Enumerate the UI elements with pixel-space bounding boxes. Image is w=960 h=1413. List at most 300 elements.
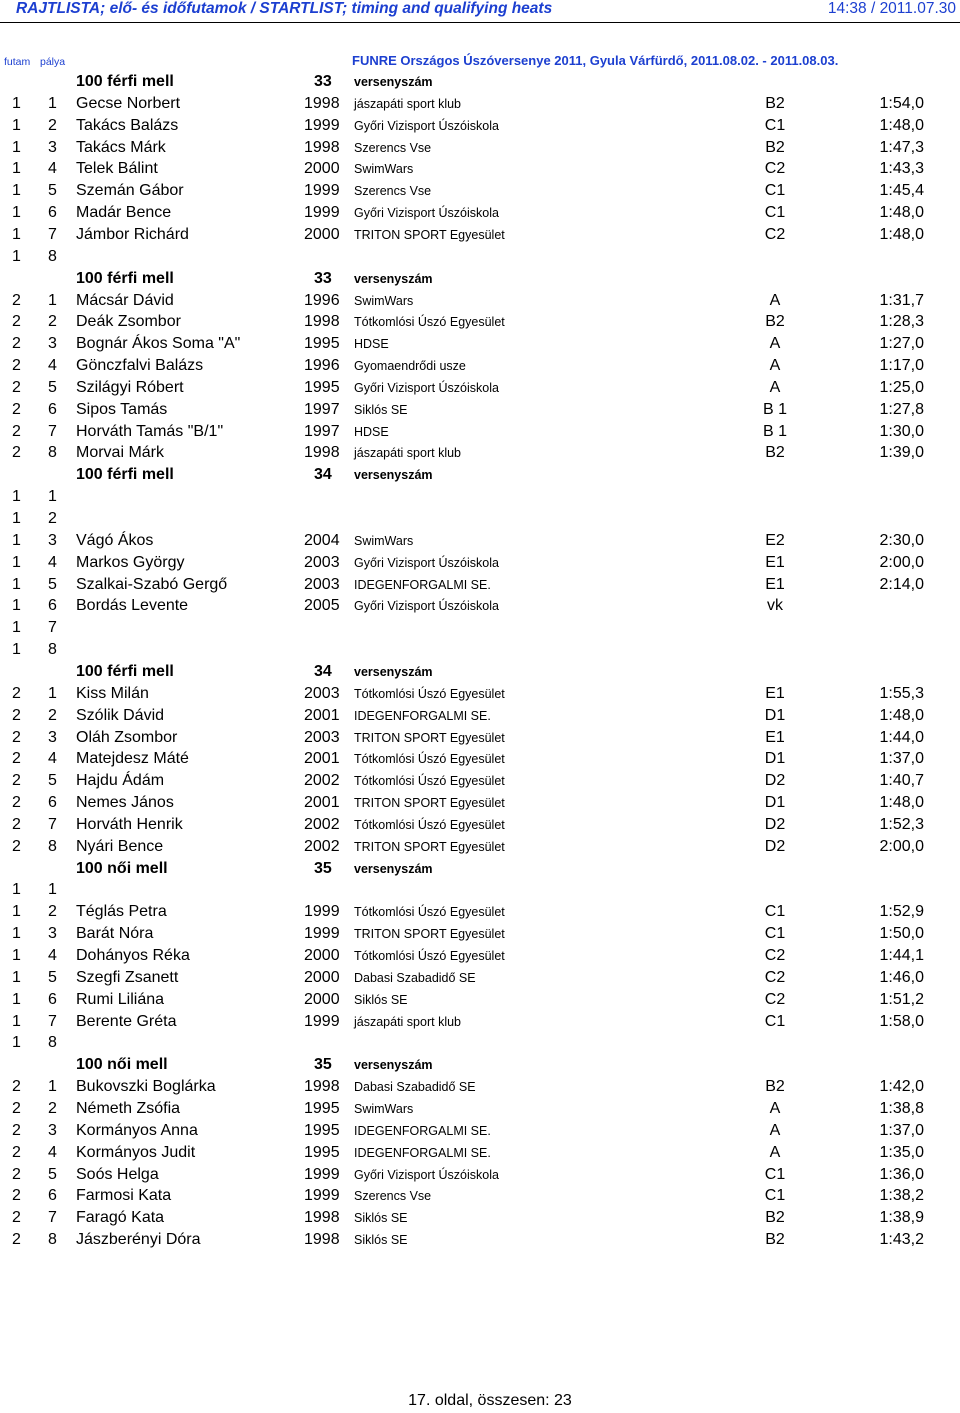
- swimmer-name: Szegfi Zsanett: [76, 968, 179, 986]
- birth-year: 1995: [304, 1143, 340, 1161]
- swimmer-name: Szemán Gábor: [76, 182, 184, 200]
- entry-row: [0, 333, 960, 355]
- event-header-row: [0, 268, 960, 290]
- swimmer-name: Jámbor Richárd: [76, 225, 189, 243]
- heat-number: 1: [12, 138, 21, 156]
- birth-year: 2003: [304, 728, 340, 746]
- age-category: C2: [764, 225, 786, 243]
- heat-number: 1: [12, 160, 21, 178]
- age-category: D2: [764, 772, 786, 790]
- event-label: versenyszám: [354, 468, 433, 483]
- meet-title: FUNRE Országos Úszóversenye 2011, Gyula Várfürdő, 2011.08.02. - 2011.08.03.: [352, 53, 839, 68]
- heat-number: 1: [12, 881, 21, 899]
- entry-time: 1:25,0: [879, 378, 924, 396]
- entry-time: 1:48,0: [879, 706, 924, 724]
- entry-time: 1:48,0: [879, 225, 924, 243]
- lane-number: 3: [48, 335, 57, 353]
- lane-number: 7: [48, 422, 57, 440]
- entry-time: 1:50,0: [879, 925, 924, 943]
- lane-number: 1: [48, 881, 57, 899]
- heat-number: 1: [12, 619, 21, 637]
- lane-number: 3: [48, 138, 57, 156]
- birth-year: 2000: [304, 968, 340, 986]
- lane-number: 8: [48, 837, 57, 855]
- lane-number: 1: [48, 488, 57, 506]
- age-category: C1: [764, 1165, 786, 1183]
- document-title: RAJTLISTA; elő- és időfutamok / STARTLIST; timing and qualifying heats: [16, 0, 553, 17]
- heat-number: 1: [12, 225, 21, 243]
- age-category: A: [769, 1121, 781, 1139]
- event-number: 34: [314, 662, 332, 680]
- birth-year: 1999: [304, 1012, 340, 1030]
- entry-row: [0, 1164, 960, 1186]
- swimmer-name: Markos György: [76, 553, 185, 571]
- club-name: Tótkomlósi Úszó Egyesület: [354, 752, 505, 767]
- entry-row: [0, 399, 960, 421]
- lane-number: 5: [48, 378, 57, 396]
- lane-number: 4: [48, 553, 57, 571]
- swimmer-name: Horváth Tamás "B/1": [76, 422, 224, 440]
- heat-number: 1: [12, 94, 21, 112]
- event-header-row: [0, 464, 960, 486]
- lane-number: 3: [48, 728, 57, 746]
- club-name: SwimWars: [354, 162, 414, 177]
- age-category: E1: [765, 728, 785, 746]
- club-name: IDEGENFORGALMI SE.: [354, 1145, 491, 1160]
- club-name: Tótkomlósi Úszó Egyesület: [354, 686, 505, 701]
- age-category: B2: [765, 313, 785, 331]
- lane-number: 1: [48, 94, 57, 112]
- entry-row: [0, 639, 960, 661]
- entry-row: [0, 1076, 960, 1098]
- birth-year: 1999: [304, 116, 340, 134]
- event-label: versenyszám: [354, 75, 433, 89]
- age-category: B2: [765, 1078, 785, 1096]
- entry-time: 1:39,0: [879, 444, 924, 462]
- lane-number: 4: [48, 947, 57, 964]
- entry-row: [0, 311, 960, 333]
- lane-number: 8: [48, 247, 57, 265]
- club-name: Dabasi Szabadidő SE: [354, 1080, 476, 1095]
- lane-number: 4: [48, 357, 57, 375]
- club-name: Gyomaendrődi usze: [354, 359, 466, 374]
- entry-row: [0, 683, 960, 705]
- age-category: C1: [764, 182, 786, 200]
- lane-number: 4: [48, 1143, 57, 1161]
- birth-year: 2001: [304, 706, 340, 724]
- entry-row: [0, 290, 960, 312]
- age-category: C2: [764, 990, 786, 1008]
- lane-number: 2: [48, 1099, 57, 1117]
- swimmer-name: Deák Zsombor: [76, 313, 181, 331]
- title-bar: [0, 0, 960, 23]
- entry-time: 1:47,3: [879, 138, 924, 156]
- event-name: 100 férfi mell: [76, 662, 174, 680]
- lane-number: 8: [48, 1231, 57, 1249]
- age-category: D2: [764, 815, 786, 833]
- age-category: B2: [765, 1209, 785, 1227]
- heat-number: 2: [12, 444, 21, 462]
- heat-number: 1: [12, 116, 21, 134]
- swimmer-name: Bordás Levente: [76, 597, 189, 615]
- club-name: TRITON SPORT Egyesület: [354, 227, 505, 242]
- heat-number: 1: [12, 247, 21, 265]
- event-number: 33: [314, 269, 332, 287]
- lane-number: 1: [48, 1078, 57, 1096]
- entry-row: [0, 879, 960, 901]
- entry-row: [0, 1142, 960, 1164]
- entry-row: [0, 792, 960, 814]
- lane-number: 5: [48, 772, 57, 790]
- age-category: C2: [764, 947, 786, 964]
- entry-time: 1:17,0: [879, 357, 924, 375]
- birth-year: 1998: [304, 1209, 340, 1227]
- age-category: E1: [765, 684, 785, 702]
- birth-year: 1999: [304, 204, 340, 222]
- age-category: E2: [765, 531, 785, 549]
- heat-number: 1: [12, 1034, 21, 1052]
- heat-number: 1: [12, 531, 21, 549]
- club-name: jászapáti sport klub: [354, 446, 462, 461]
- heat-number: 2: [12, 422, 21, 440]
- lane-number: 6: [48, 794, 57, 812]
- birth-year: 1998: [304, 1078, 340, 1096]
- heat-number: 2: [12, 1231, 21, 1249]
- entry-row: [0, 552, 960, 574]
- print-datetime: 14:38 / 2011.07.30: [827, 0, 956, 17]
- entry-time: 1:58,0: [879, 1012, 924, 1030]
- heat-number: 2: [12, 335, 21, 353]
- entry-time: 1:42,0: [879, 1078, 924, 1096]
- heat-number: 2: [12, 728, 21, 746]
- birth-year: 1996: [304, 291, 340, 309]
- entry-time: 1:30,0: [879, 422, 924, 440]
- club-name: Siklós SE: [354, 402, 408, 417]
- club-name: Tótkomlósi Úszó Egyesület: [354, 315, 505, 330]
- swimmer-name: Telek Bálint: [76, 160, 158, 178]
- swimmer-name: Kormányos Judit: [76, 1143, 196, 1161]
- swimmer-name: Vágó Ákos: [76, 531, 154, 549]
- entry-time: 1:51,2: [879, 990, 924, 1008]
- age-category: E1: [765, 553, 785, 571]
- entry-row: [0, 923, 960, 945]
- age-category: B 1: [762, 400, 787, 418]
- lane-number: 6: [48, 1187, 57, 1205]
- birth-year: 1999: [304, 903, 340, 921]
- entry-time: 1:37,0: [879, 1121, 924, 1139]
- birth-year: 1995: [304, 1121, 340, 1139]
- age-category: B 1: [762, 422, 787, 440]
- club-name: Tótkomlósi Úszó Egyesület: [354, 905, 505, 920]
- entry-row: [0, 1185, 960, 1207]
- club-name: SwimWars: [354, 533, 414, 548]
- birth-year: 1995: [304, 1099, 340, 1117]
- entry-time: 2:14,0: [879, 575, 924, 593]
- entry-row: [0, 617, 960, 639]
- heat-number: 2: [12, 772, 21, 790]
- heat-number: 2: [12, 750, 21, 768]
- birth-year: 1998: [304, 138, 340, 156]
- entry-row: [0, 1032, 960, 1054]
- swimmer-name: Rumi Liliána: [76, 990, 165, 1008]
- entry-time: 1:54,0: [879, 94, 924, 112]
- age-category: C1: [764, 116, 786, 134]
- birth-year: 2001: [304, 750, 340, 768]
- heat-number: 2: [12, 706, 21, 724]
- heat-number: 2: [12, 1143, 21, 1161]
- lane-number: 3: [48, 925, 57, 943]
- entry-row: [0, 180, 960, 202]
- birth-year: 1995: [304, 378, 340, 396]
- swimmer-name: Madár Bence: [76, 204, 172, 222]
- club-name: TRITON SPORT Egyesület: [354, 730, 505, 745]
- heat-number: 1: [12, 553, 21, 571]
- column-label-heat: futam: [4, 56, 31, 68]
- entry-time: 1:44,1: [879, 947, 924, 964]
- age-category: A: [769, 1099, 781, 1117]
- age-category: C1: [764, 903, 786, 921]
- entry-time: 1:38,2: [879, 1187, 924, 1205]
- entry-time: 1:48,0: [879, 794, 924, 812]
- swimmer-name: Sipos Tamás: [76, 400, 168, 418]
- swimmer-name: Kiss Milán: [76, 684, 149, 702]
- heat-number: 1: [12, 903, 21, 921]
- entry-row: [0, 814, 960, 836]
- age-category: C1: [764, 204, 786, 222]
- entry-time: 1:27,0: [879, 335, 924, 353]
- event-name: 100 női mell: [76, 1056, 168, 1074]
- entry-row: [0, 989, 960, 1011]
- entry-row: [0, 945, 960, 967]
- birth-year: 2002: [304, 837, 340, 855]
- club-name: Győri Vizisport Úszóiskola: [354, 380, 499, 395]
- heat-number: 2: [12, 794, 21, 812]
- lane-number: 5: [48, 1165, 57, 1183]
- swimmer-name: Téglás Petra: [76, 903, 167, 921]
- entry-time: 1:40,7: [879, 772, 924, 790]
- entry-time: 1:43,2: [879, 1231, 924, 1249]
- lane-number: 2: [48, 313, 57, 331]
- event-label: versenyszám: [354, 271, 433, 286]
- club-name: TRITON SPORT Egyesület: [354, 796, 505, 811]
- entry-time: 1:35,0: [879, 1143, 924, 1161]
- age-category: B2: [765, 94, 785, 112]
- entry-row: [0, 1098, 960, 1120]
- swimmer-name: Szilágyi Róbert: [76, 378, 184, 396]
- club-name: Győri Vizisport Úszóiskola: [354, 118, 499, 133]
- swimmer-name: Gönczfalvi Balázs: [76, 357, 204, 375]
- heat-number: 2: [12, 357, 21, 375]
- entry-time: 1:36,0: [879, 1165, 924, 1183]
- entry-row: [0, 224, 960, 246]
- event-header-row: [0, 661, 960, 683]
- heat-number: 2: [12, 837, 21, 855]
- event-label: versenyszám: [354, 861, 433, 876]
- entry-row: [0, 530, 960, 552]
- club-name: TRITON SPORT Egyesület: [354, 927, 505, 942]
- club-name: Győri Vizisport Úszóiskola: [354, 1167, 499, 1182]
- age-category: D2: [764, 837, 786, 855]
- event-number: 34: [314, 466, 332, 484]
- heat-number: 2: [12, 378, 21, 396]
- swimmer-name: Németh Zsófia: [76, 1099, 181, 1117]
- heat-number: 1: [12, 1012, 21, 1030]
- lane-number: 2: [48, 706, 57, 724]
- lane-number: 1: [48, 291, 57, 309]
- entry-row: [0, 508, 960, 530]
- heat-number: 1: [12, 925, 21, 943]
- club-name: SwimWars: [354, 1101, 414, 1116]
- age-category: C1: [764, 1012, 786, 1030]
- lane-number: 1: [48, 684, 57, 702]
- birth-year: 1997: [304, 422, 340, 440]
- club-name: TRITON SPORT Egyesület: [354, 839, 505, 854]
- heat-number: 1: [12, 575, 21, 593]
- entry-time: 1:28,3: [879, 313, 924, 331]
- entry-row: [0, 967, 960, 989]
- club-name: Győri Vizisport Úszóiskola: [354, 555, 499, 570]
- age-category: D1: [764, 706, 786, 724]
- club-name: Siklós SE: [354, 1211, 408, 1226]
- swimmer-name: Szalkai-Szabó Gergő: [76, 575, 228, 593]
- birth-year: 2001: [304, 794, 340, 812]
- lane-number: 7: [48, 815, 57, 833]
- lane-number: 5: [48, 575, 57, 593]
- birth-year: 2000: [304, 990, 340, 1008]
- entry-row: [0, 595, 960, 617]
- club-name: IDEGENFORGALMI SE.: [354, 577, 491, 592]
- entry-time: 1:38,9: [879, 1209, 924, 1227]
- age-category: D1: [764, 794, 786, 812]
- swimmer-name: Faragó Kata: [76, 1209, 165, 1227]
- swimmer-name: Mácsár Dávid: [76, 291, 174, 309]
- entry-time: 1:48,0: [879, 204, 924, 222]
- entry-row: [0, 705, 960, 727]
- lane-number: 3: [48, 1121, 57, 1139]
- lane-number: 2: [48, 510, 57, 527]
- heat-number: 1: [12, 488, 21, 506]
- club-name: Dabasi Szabadidő SE: [354, 970, 476, 985]
- heat-number: 2: [12, 291, 21, 309]
- lane-number: 8: [48, 444, 57, 462]
- club-name: Győri Vizisport Úszóiskola: [354, 206, 499, 221]
- birth-year: 1998: [304, 94, 340, 112]
- birth-year: 2000: [304, 160, 340, 178]
- club-name: HDSE: [354, 337, 389, 352]
- birth-year: 2005: [304, 597, 340, 615]
- birth-year: 1999: [304, 182, 340, 200]
- swimmer-name: Szólik Dávid: [76, 706, 165, 724]
- age-category: A: [769, 378, 781, 396]
- entry-time: 1:45,4: [879, 182, 924, 200]
- club-name: IDEGENFORGALMI SE.: [354, 1123, 491, 1138]
- entry-row: [0, 901, 960, 923]
- age-category: C2: [764, 968, 786, 986]
- club-name: Szerencs Vse: [354, 1189, 432, 1204]
- age-category: C1: [764, 925, 786, 943]
- lane-number: 7: [48, 619, 57, 637]
- swimmer-name: Bukovszki Boglárka: [76, 1078, 216, 1096]
- event-name: 100 férfi mell: [76, 466, 174, 484]
- heat-number: 1: [12, 597, 21, 615]
- birth-year: 2000: [304, 947, 340, 964]
- page-footer: [0, 1392, 960, 1410]
- entry-row: [0, 1207, 960, 1229]
- lane-number: 2: [48, 903, 57, 921]
- lane-number: 6: [48, 990, 57, 1008]
- swimmer-name: Hajdu Ádám: [76, 772, 165, 790]
- heat-number: 2: [12, 1209, 21, 1227]
- entry-time: 1:46,0: [879, 968, 924, 986]
- birth-year: 1997: [304, 400, 340, 418]
- column-label-lane: pálya: [40, 56, 66, 68]
- swimmer-name: Takács Balázs: [76, 116, 179, 134]
- lane-number: 5: [48, 182, 57, 200]
- entry-row: [0, 770, 960, 792]
- heat-number: 1: [12, 641, 21, 659]
- entry-time: 1:55,3: [879, 684, 924, 702]
- birth-year: 2003: [304, 575, 340, 593]
- birth-year: 2002: [304, 772, 340, 790]
- entry-row: [0, 1011, 960, 1033]
- lane-number: 4: [48, 750, 57, 768]
- heat-number: 1: [12, 182, 21, 200]
- club-name: Tótkomlósi Úszó Egyesület: [354, 774, 505, 789]
- swimmer-name: Gecse Norbert: [76, 94, 181, 112]
- entry-row: [0, 574, 960, 596]
- heat-number: 1: [12, 510, 21, 527]
- swimmer-name: Horváth Henrik: [76, 815, 183, 833]
- club-name: Győri Vizisport Úszóiskola: [354, 599, 499, 614]
- event-number: 35: [314, 1056, 332, 1074]
- swimmer-name: Nyári Bence: [76, 837, 164, 855]
- entry-row: [0, 202, 960, 224]
- birth-year: 1996: [304, 357, 340, 375]
- heat-number: 2: [12, 313, 21, 331]
- entry-time: 1:48,0: [879, 116, 924, 134]
- entry-row: [0, 115, 960, 137]
- entry-time: 2:00,0: [879, 553, 924, 571]
- swimmer-name: Bognár Ákos Soma "A": [76, 335, 241, 353]
- club-name: HDSE: [354, 424, 389, 439]
- swimmer-name: Soós Helga: [76, 1165, 159, 1183]
- heat-number: 2: [12, 1121, 21, 1139]
- page-number: 17. oldal, összesen: 23: [408, 1392, 572, 1409]
- entry-row: [0, 93, 960, 115]
- swimmer-name: Nemes János: [76, 794, 174, 812]
- event-name: 100 női mell: [76, 859, 168, 877]
- entry-time: 2:30,0: [879, 531, 924, 549]
- entry-time: 1:27,8: [879, 400, 924, 418]
- age-category: D1: [764, 750, 786, 768]
- entry-row: [0, 421, 960, 443]
- lane-number: 2: [48, 116, 57, 134]
- lane-number: 3: [48, 531, 57, 549]
- entry-row: [0, 486, 960, 508]
- entry-time: 1:31,7: [879, 291, 924, 309]
- entry-time: 1:37,0: [879, 750, 924, 768]
- lane-number: 5: [48, 968, 57, 986]
- event-name: 100 férfi mell: [76, 269, 174, 287]
- entry-row: [0, 1229, 960, 1251]
- heat-number: 2: [12, 1187, 21, 1205]
- club-name: jászapáti sport klub: [354, 96, 462, 111]
- birth-year: 1999: [304, 1187, 340, 1205]
- entry-row: [0, 836, 960, 858]
- club-name: Tótkomlósi Úszó Egyesület: [354, 817, 505, 832]
- club-name: Tótkomlósi Úszó Egyesület: [354, 949, 505, 963]
- event-header-row: [0, 71, 960, 93]
